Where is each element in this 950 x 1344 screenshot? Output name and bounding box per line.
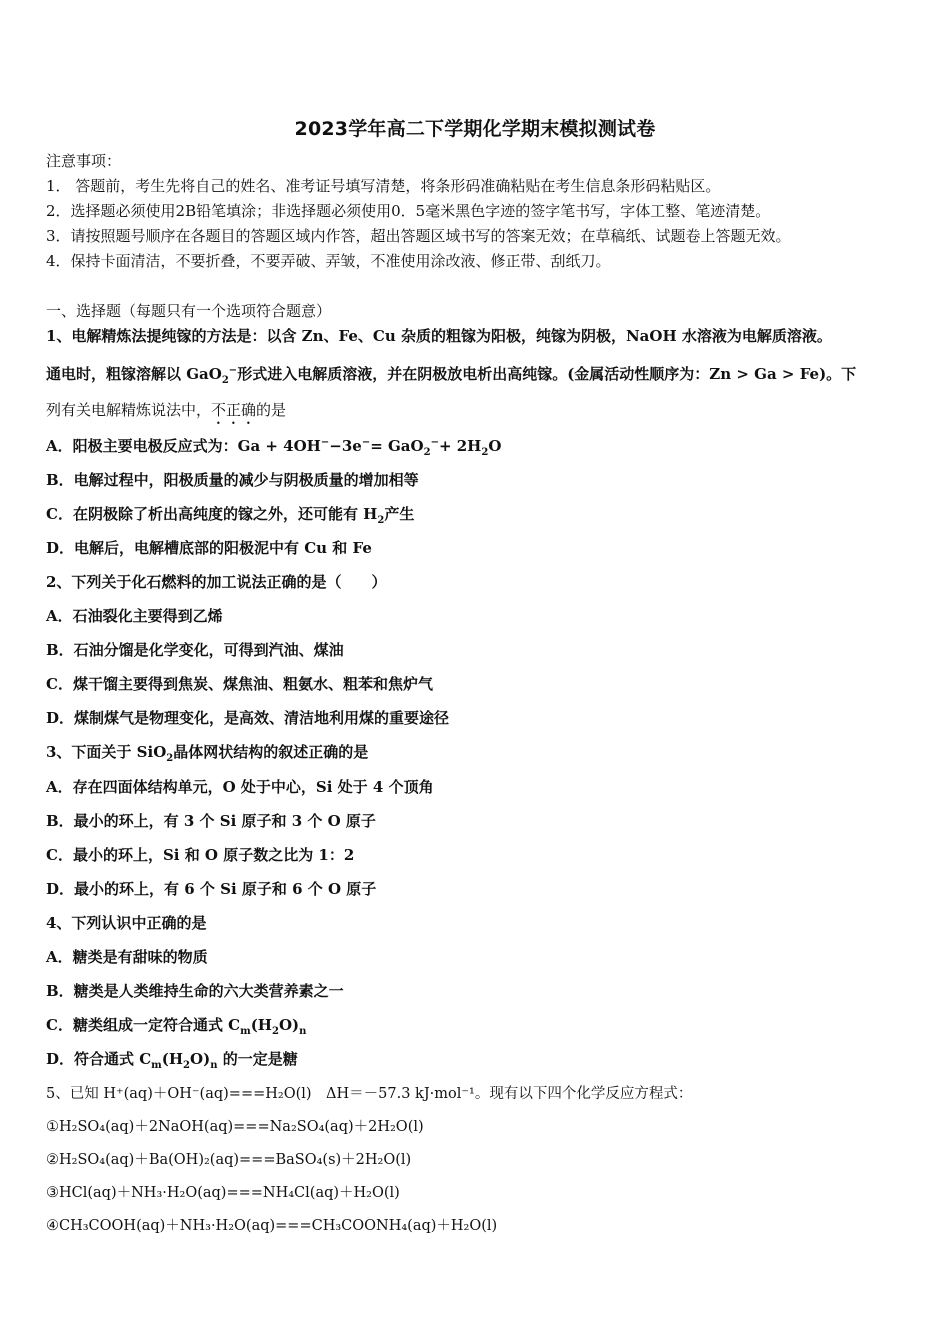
q4-option-b: B．糖类是人类维持生命的六大类营养素之一 (46, 982, 344, 1000)
q1-stem-line3: 列有关电解精炼说法中，不正确的是 (46, 401, 287, 419)
q1-stem-line2: 通电时，粗镓溶解以 GaO$_2$−形式进入电解质溶液，并在阴极放电析出高纯镓。(金属活动性顺序为：Zn > Ga > Fe)。下 (46, 365, 857, 386)
q4-option-a: A．糖类是有甜味的物质 (46, 948, 208, 966)
notice-item-4: 4．保持卡面清洁，不要折叠，不要弄破、弄皱，不准使用涂改液、修正带、刮纸刀。 (46, 252, 611, 270)
q3-stem: 3、下面关于 SiO$_2$晶体网状结构的叙述正确的是 (46, 743, 369, 764)
q5-equation-1: ①H₂SO₄(aq)＋2NaOH(aq)===Na₂SO₄(aq)＋2H₂O(l) (46, 1119, 424, 1135)
q2-option-d: D．煤制煤气是物理变化，是高效、清洁地利用煤的重要途径 (46, 709, 450, 727)
q2-option-c: C．煤干馏主要得到焦炭、煤焦油、粗氨水、粗苯和焦炉气 (46, 675, 433, 693)
q4-option-c: C．糖类组成一定符合通式 $C_m(H_2O)_n$ (46, 1016, 307, 1037)
notice-item-3: 3．请按照题号顺序在各题目的答题区域内作答，超出答题区域书写的答案无效；在草稿纸、试题卷上答题无效。 (46, 227, 791, 245)
q1-stem-line1: 1、电解精炼法提纯镓的方法是：以含 Zn、Fe、Cu 杂质的粗镓为阳极，纯镓为阴极，NaOH 水溶液为电解质溶液。 (46, 327, 832, 345)
q2-option-a: A．石油裂化主要得到乙烯 (46, 607, 223, 625)
q1-option-b: B．电解过程中，阳极质量的减少与阴极质量的增加相等 (46, 471, 419, 489)
q3-option-a: A．存在四面体结构单元，O 处于中心，Si 处于 4 个顶角 (46, 778, 434, 796)
q4-option-d: D．符合通式 $C_m(H_2O)_n$ 的一定是糖 (46, 1050, 298, 1071)
q2-option-b: B．石油分馏是化学变化，可得到汽油、煤油 (46, 641, 344, 659)
q1-option-c: C．在阴极除了析出高纯度的镓之外，还可能有 $H_2$产生 (46, 505, 415, 526)
q3-option-b: B．最小的环上，有 3 个 Si 原子和 3 个 O 原子 (46, 812, 376, 830)
notice-item-1: 1． 答题前，考生先将自己的姓名、准考证号填写清楚，将条形码准确粘贴在考生信息条形码粘贴区。 (46, 177, 721, 195)
page-title: 2023学年高二下学期化学期末模拟测试卷 (294, 118, 656, 140)
q4-stem: 4、下列认识中正确的是 (46, 914, 207, 932)
notice-heading: 注意事项： (46, 152, 122, 170)
section-heading: 一、选择题（每题只有一个选项符合题意） (46, 302, 332, 320)
q2-stem: 2、下列关于化石燃料的加工说法正确的是（ ） (46, 573, 387, 591)
q1-option-d: D．电解后，电解槽底部的阳极泥中有 Cu 和 Fe (46, 539, 372, 557)
q5-equation-4: ④CH₃COOH(aq)＋NH₃·H₂O(aq)===CH₃COONH₄(aq)＋H₂O(l) (46, 1218, 498, 1234)
emphasis-text: 不正确 (211, 401, 257, 419)
q3-option-c: C．最小的环上，Si 和 O 原子数之比为 1：2 (46, 846, 355, 864)
q5-stem: 5、已知 H⁺(aq)＋OH⁻(aq)===H₂O(l) ΔH＝－57.3 kJ·mol⁻¹。现有以下四个化学反应方程式： (46, 1086, 693, 1102)
q1-option-a: A．阳极主要电极反应式为：$Ga + 4OH^--3e^-= GaO_2^-+ 2H_2O$ (46, 437, 502, 458)
q3-option-d: D．最小的环上，有 6 个 Si 原子和 6 个 O 原子 (46, 880, 377, 898)
q5-equation-3: ③HCl(aq)＋NH₃·H₂O(aq)===NH₄Cl(aq)＋H₂O(l) (46, 1185, 400, 1201)
notice-item-2: 2．选择题必须使用2B铅笔填涂；非选择题必须使用0．5毫米黑色字迹的签字笔书写，字体工整、笔迹清楚。 (46, 202, 771, 220)
q5-equation-2: ②H₂SO₄(aq)＋Ba(OH)₂(aq)===BaSO₄(s)＋2H₂O(l) (46, 1152, 412, 1168)
